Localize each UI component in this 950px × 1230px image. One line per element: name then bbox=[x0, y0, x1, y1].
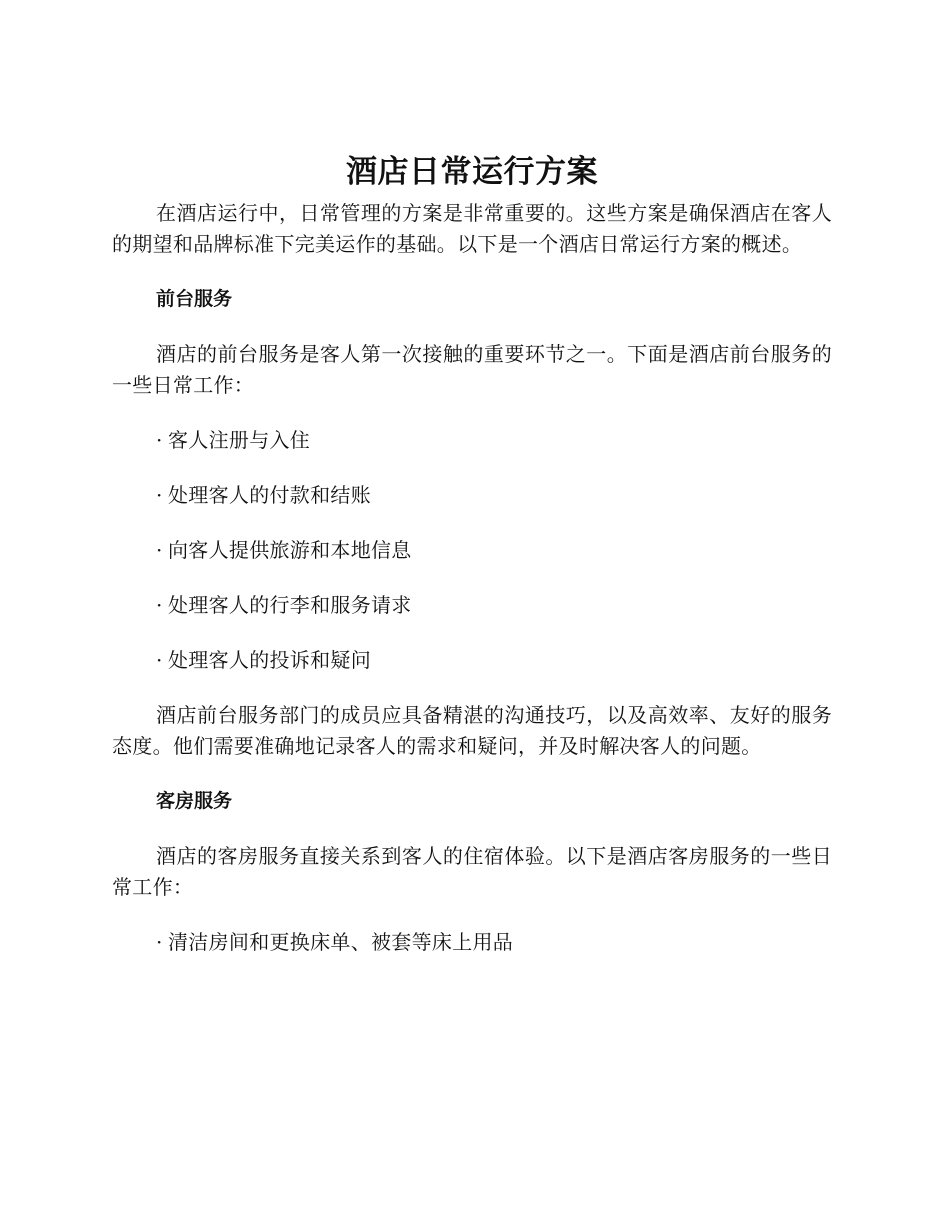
list-item-text: 处理客人的付款和结账 bbox=[168, 483, 371, 507]
bullet-icon: · bbox=[156, 538, 163, 562]
section-front-desk bbox=[112, 284, 832, 762]
document-title: 酒店日常运行方案 bbox=[346, 154, 598, 190]
bullet-icon: · bbox=[156, 648, 163, 672]
list-item bbox=[156, 927, 832, 958]
section-lead-paragraph: 酒店的客房服务直接关系到客人的住宿体验。以下是酒店客房服务的一些日常工作： bbox=[112, 844, 832, 899]
section-heading: 客房服务 bbox=[156, 790, 233, 812]
list-item bbox=[156, 645, 832, 676]
bullet-icon: · bbox=[156, 593, 163, 617]
list-item bbox=[156, 535, 832, 566]
bullet-icon: · bbox=[156, 428, 163, 452]
list-item-text: 处理客人的投诉和疑问 bbox=[168, 648, 371, 672]
bullet-icon: · bbox=[156, 483, 163, 507]
section-housekeeping bbox=[112, 786, 832, 958]
list-item-text: 处理客人的行李和服务请求 bbox=[168, 593, 412, 617]
intro-paragraph: 在酒店运行中，日常管理的方案是非常重要的。这些方案是确保酒店在客人的期望和品牌标准下完美运作的基础。以下是一个酒店日常运行方案的概述。 bbox=[112, 201, 832, 256]
section-lead-paragraph: 酒店的前台服务是客人第一次接触的重要环节之一。下面是酒店前台服务的一些日常工作： bbox=[112, 342, 832, 397]
list-item bbox=[156, 425, 832, 456]
section-heading: 前台服务 bbox=[156, 288, 233, 310]
list-item-text: 清洁房间和更换床单、被套等床上用品 bbox=[168, 930, 514, 954]
list-item bbox=[156, 480, 832, 511]
list-item-text: 客人注册与入住 bbox=[168, 428, 311, 452]
bullet-icon: · bbox=[156, 930, 163, 954]
list-item-text: 向客人提供旅游和本地信息 bbox=[168, 538, 412, 562]
section-closing-paragraph: 酒店前台服务部门的成员应具备精湛的沟通技巧，以及高效率、友好的服务态度。他们需要准确地记录客人的需求和疑问，并及时解决客人的问题。 bbox=[112, 703, 832, 758]
list-item bbox=[156, 590, 832, 621]
document-page bbox=[112, 150, 832, 982]
